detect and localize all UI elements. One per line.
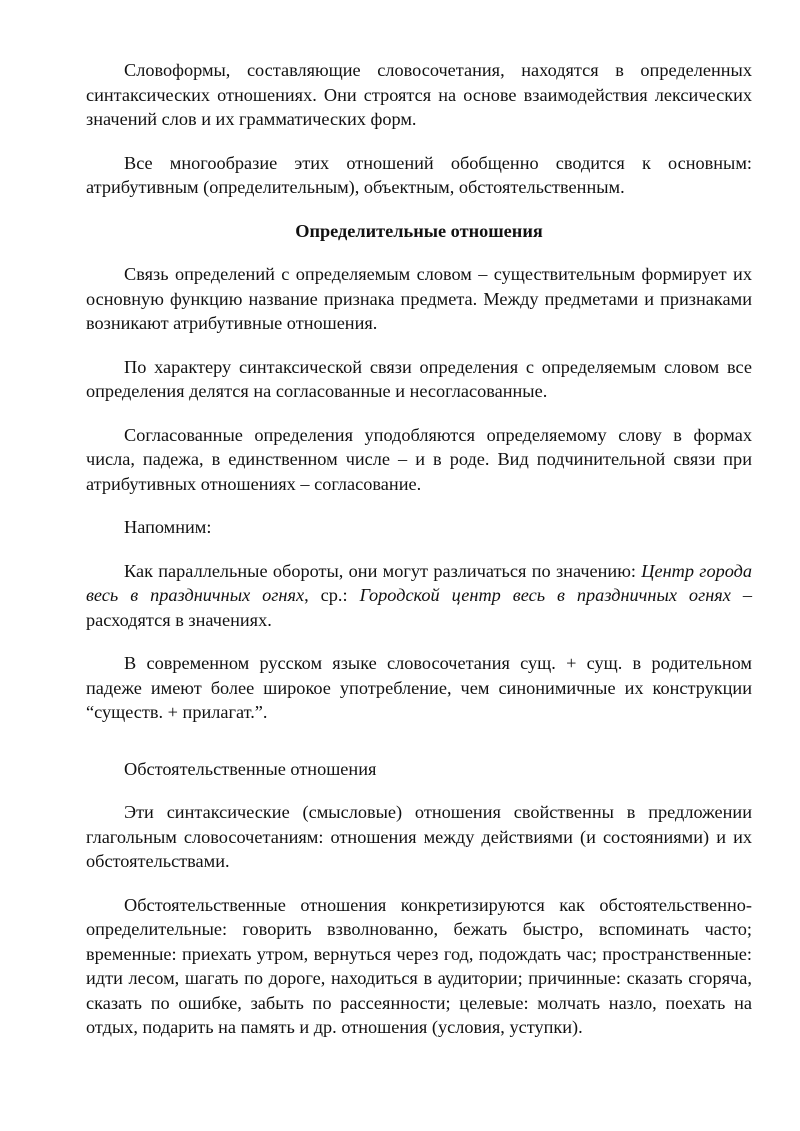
paragraph-9: Эти синтаксические (смысловые) отношения свойственны в предложении глагольным словосочетаниям: отношения между действиями (и состояниями) и их обстоятельствами. xyxy=(86,802,752,871)
section-heading-attributive: Определительные отношения xyxy=(295,220,543,241)
paragraph-remind: Напомним: xyxy=(124,517,212,537)
section-heading-circumstantial: Обстоятельственные отношения xyxy=(124,758,377,779)
paragraph-8: В современном русском языке словосочетания сущ. + сущ. в родительном падеже имеют более широкое употребление, чем синонимичные их конструкции “существ. + прилагат.”. xyxy=(86,653,752,722)
paragraph-3: Связь определений с определяемым словом – существительным формирует их основную функцию название признака предмета. Между предметами и признаками возникают атрибутивные отношения. xyxy=(86,264,752,333)
document-body xyxy=(86,58,752,1040)
example-1: Центр города весь в праздничных огнях xyxy=(86,560,753,605)
paragraph-7 xyxy=(86,559,752,633)
p7-text-1: Как параллельные обороты, они могут различаться по значению: xyxy=(124,560,642,581)
paragraph-1: Словоформы, составляющие словосочетания, находятся в определенных синтаксических отношениях. Они строятся на основе взаимодействия лексических значений слов и их грамматических форм. xyxy=(86,60,752,129)
paragraph-5: Согласованные определения уподобляются определяемому слову в формах числа, падежа, в единственном числе – и в роде. Вид подчинительной связи при атрибутивных отношениях – согласование. xyxy=(86,424,752,494)
paragraph-4: По характеру синтаксической связи определения с определяемым словом все определения делятся на согласованные и несогласованные. xyxy=(86,356,752,401)
paragraph-2: Все многообразие этих отношений обобщенно сводится к основным: атрибутивным (определительным), объектным, обстоятельственным. xyxy=(86,152,752,197)
p7-text-3: – расходятся в значениях. xyxy=(86,585,753,630)
paragraph-10: Обстоятельственные отношения конкретизируются как обстоятельственно-определительные: говорить взволнованно, бежать быстро, вспоминать часто; временные: приехать утром, вернуться через год, подождать час; пространственные: идти лесом, шагать по дороге, находиться в аудитории; причинные: сказать сгоряча, сказать по ошибке, забыть по рассеянности; целевые: молчать назло, поехать на отдых, подарить на память и др. отношения (условия, уступки). xyxy=(86,894,752,1037)
p7-text-2: , ср.: xyxy=(304,585,360,605)
example-2: Городской центр весь в праздничных огнях xyxy=(359,585,731,605)
